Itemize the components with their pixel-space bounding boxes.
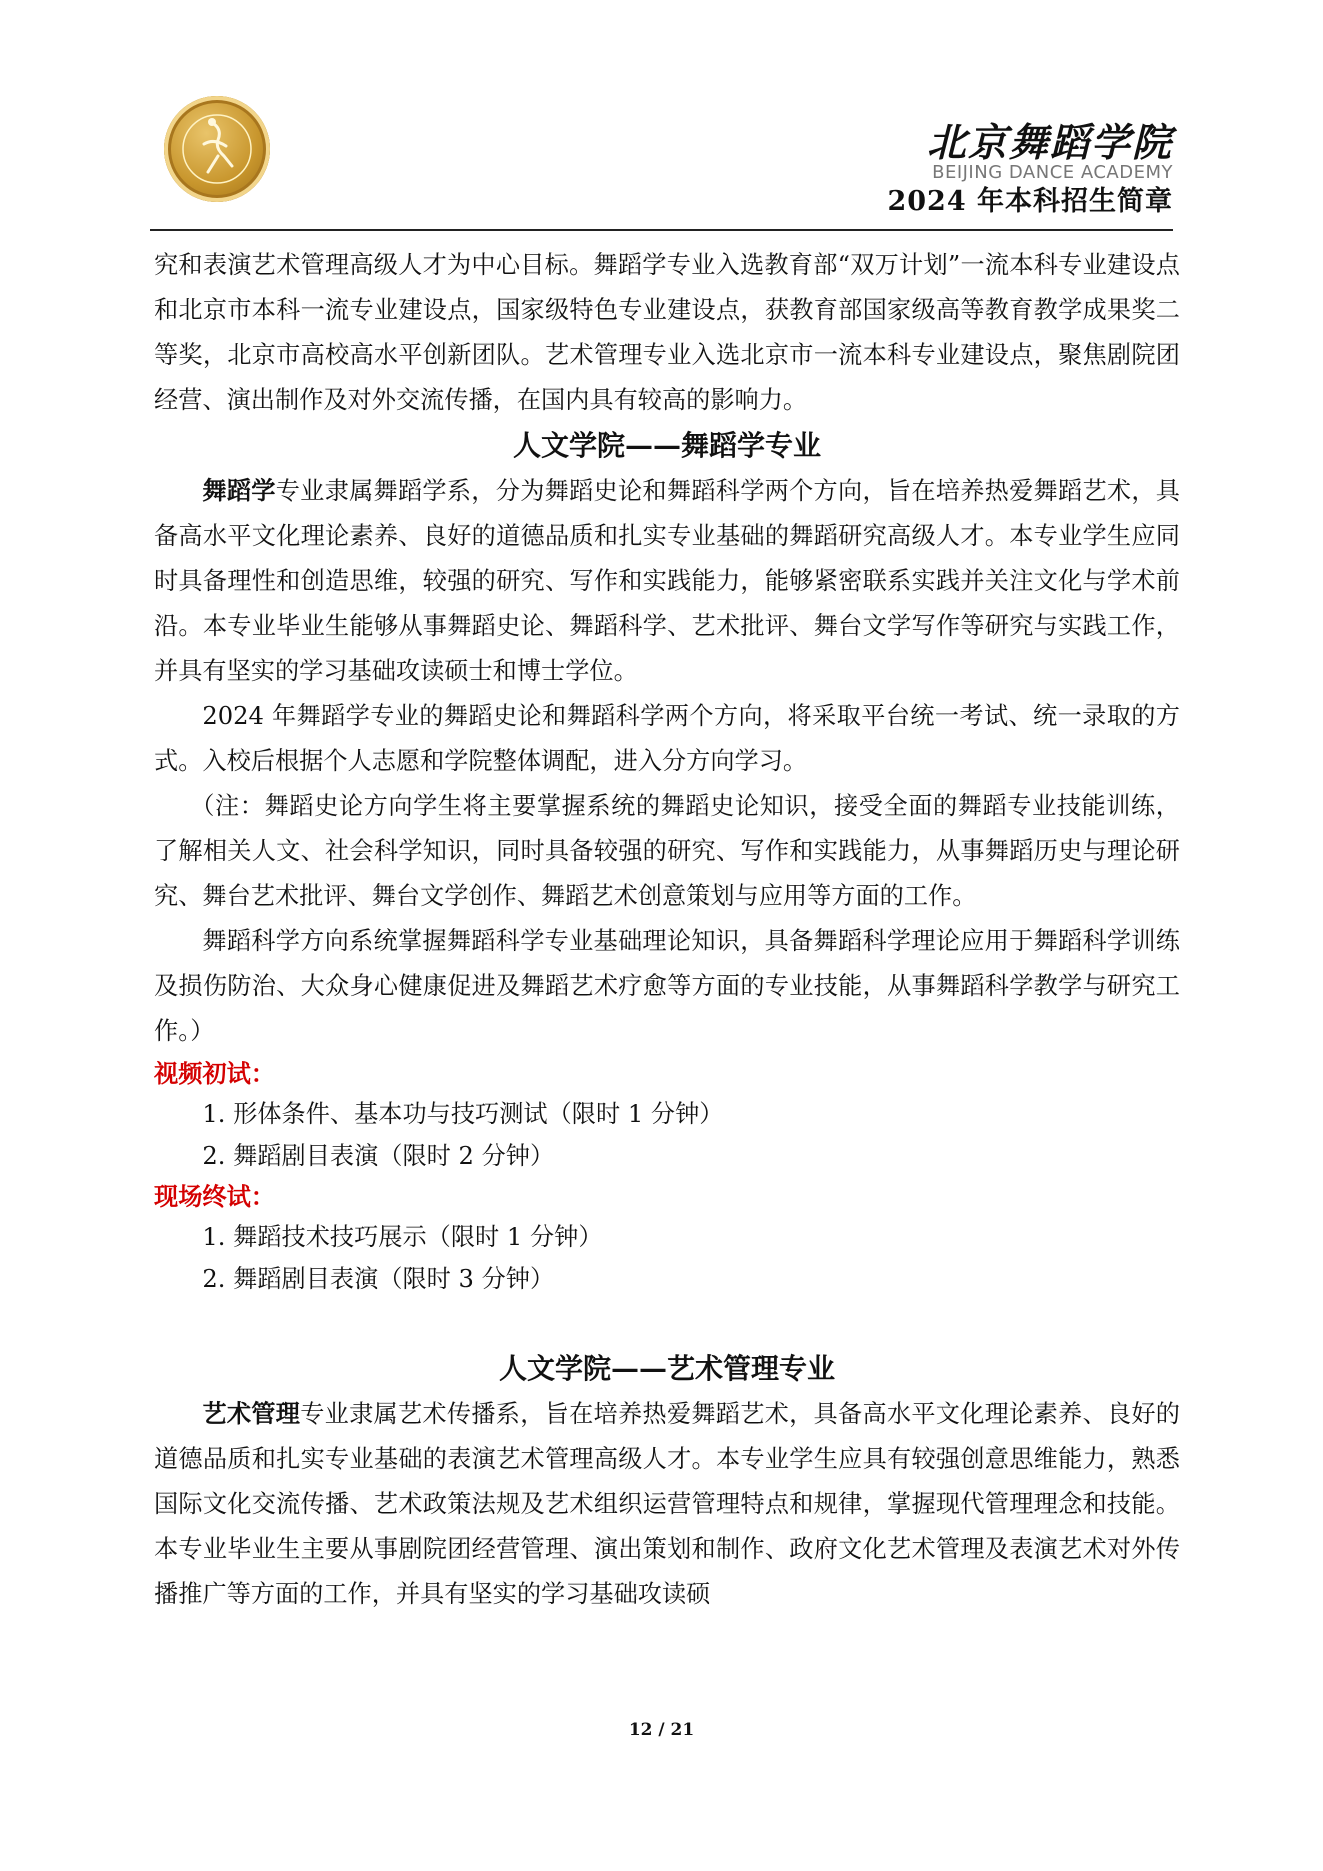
- brand-english-name: BEIJING DANCE ACADEMY: [932, 162, 1173, 183]
- academy-seal-logo: [164, 96, 270, 202]
- page-number: 12 / 21: [628, 1720, 695, 1740]
- header-divider: [150, 229, 1173, 231]
- paragraph-text: 专业隶属舞蹈学系，分为舞蹈史论和舞蹈科学两个方向，旨在培养热爱舞蹈艺术，具备高水平文化理论素养、良好的道德品质和扎实专业基础的舞蹈研究高级人才。本专业学生应同时具备理性和创造思维，较强的研究、写作和实践能力，能够紧密联系实践并关注文化与学术前沿。本专业毕业生能够从事舞蹈史论、舞蹈科学、艺术批评、舞台文学写作等研究与实践工作，并具有坚实的学习基础攻读硕士和博士学位。: [154, 477, 1180, 685]
- section-title-dance-studies: 人文学院——舞蹈学专业: [512, 429, 821, 462]
- brand-chinese-name: 北京舞蹈学院: [926, 120, 1173, 166]
- video-exam-label: 视频初试：: [154, 1059, 275, 1088]
- list-item: 2. 舞蹈剧目表演（限时 2 分钟）: [202, 1142, 555, 1170]
- list-item: 1. 形体条件、基本功与技巧测试（限时 1 分钟）: [202, 1100, 724, 1128]
- note-paragraph: （注：舞蹈史论方向学生将主要掌握系统的舞蹈史论知识，接受全面的舞蹈专业技能训练，了解相关人文、社会科学知识，同时具备较强的研究、写作和实践能力，从事舞蹈历史与理论研究、舞台艺术批评、舞台文学创作、舞蹈艺术创意策划与应用等方面的工作。: [154, 792, 1180, 910]
- brand-block: [873, 120, 1173, 220]
- major-name-bold: 舞蹈学: [202, 476, 276, 505]
- onsite-exam-label: 现场终试：: [154, 1182, 275, 1211]
- paragraph-text: 专业隶属艺术传播系，旨在培养热爱舞蹈艺术，具备高水平文化理论素养、良好的道德品质和扎实专业基础的表演艺术管理高级人才。本专业学生应具有较强创意思维能力，熟悉国际文化交流传播、艺术政策法规及艺术组织运营管理特点和规律，掌握现代管理理念和技能。本专业毕业生主要从事剧院团经营管理、演出策划和制作、政府文化艺术管理及表演艺术对外传播推广等方面的工作，并具有坚实的学习基础攻读硕: [154, 1400, 1180, 1608]
- dance-studies-paragraph: [154, 468, 1180, 694]
- list-item: 1. 舞蹈技术技巧展示（限时 1 分钟）: [202, 1223, 603, 1251]
- admission-paragraph: 2024 年舞蹈学专业的舞蹈史论和舞蹈科学两个方向，将采取平台统一考试、统一录取的方式。入校后根据个人志愿和学院整体调配，进入分方向学习。: [154, 702, 1180, 775]
- arts-management-paragraph: [154, 1391, 1180, 1617]
- list-item: 2. 舞蹈剧目表演（限时 3 分钟）: [202, 1265, 555, 1293]
- major-name-bold: 艺术管理: [202, 1399, 301, 1428]
- dance-science-paragraph: 舞蹈科学方向系统掌握舞蹈科学专业基础理论知识，具备舞蹈科学理论应用于舞蹈科学训练及损伤防治、大众身心健康促进及舞蹈艺术疗愈等方面的专业技能，从事舞蹈科学教学与研究工作。）: [154, 927, 1180, 1045]
- dancer-emblem-icon: [164, 96, 270, 202]
- intro-paragraph: 究和表演艺术管理高级人才为中心目标。舞蹈学专业入选教育部“双万计划”一流本科专业建设点和北京市本科一流专业建设点，国家级特色专业建设点，获教育部国家级高等教育教学成果奖二等奖，北京市高校高水平创新团队。艺术管理专业入选北京市一流本科专业建设点，聚焦剧院团经营、演出制作及对外交流传播，在国内具有较高的影响力。: [154, 251, 1180, 414]
- brochure-title: 2024 年本科招生简章: [887, 186, 1173, 217]
- page-body: [154, 243, 1180, 1617]
- section-title-arts-management: 人文学院——艺术管理专业: [498, 1352, 835, 1385]
